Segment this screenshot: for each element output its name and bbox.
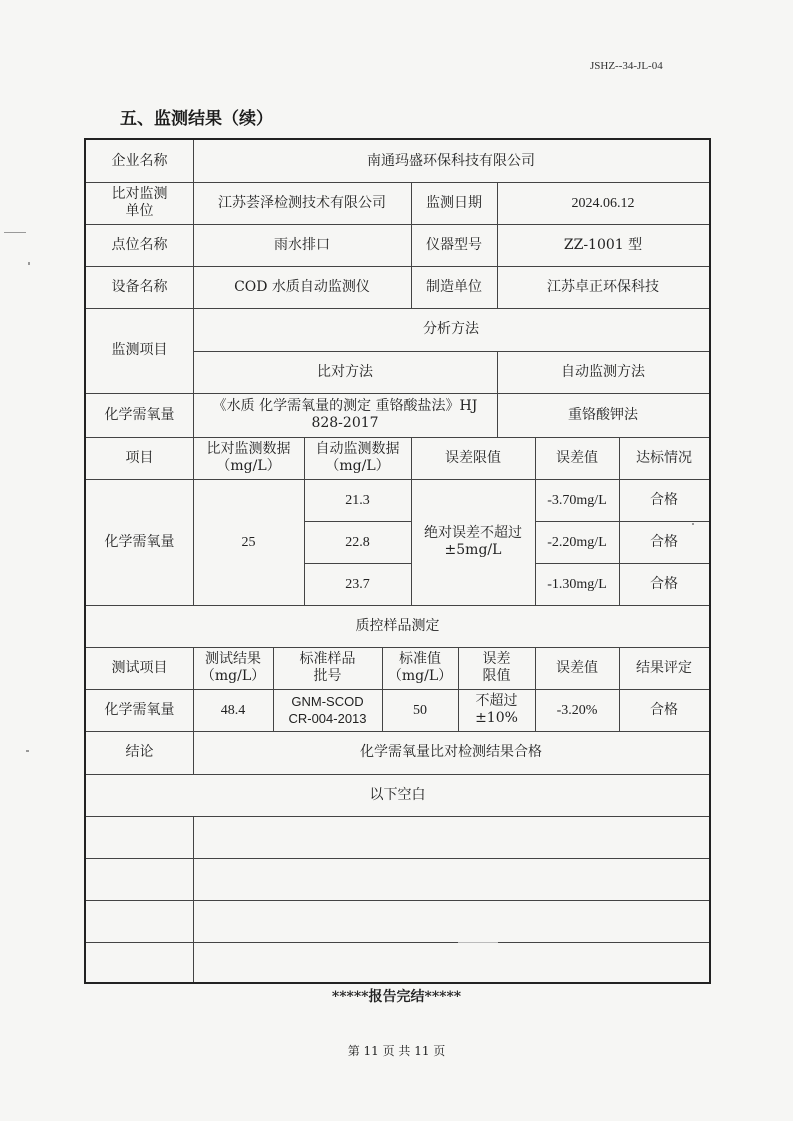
qc-evaluation: 合格 <box>650 701 678 718</box>
status-2: 合格 <box>650 533 678 550</box>
unit-value: 江苏荟泽检测技术有限公司 <box>218 194 386 211</box>
qc-col-error-header: 误差值 <box>556 659 598 676</box>
blank-note: 以下空白 <box>369 786 426 803</box>
date-value: 2024.06.12 <box>571 195 635 211</box>
auto-method-value: 重铬酸钾法 <box>568 406 638 423</box>
compare-method-value: 《水质 化学需氧量的测定 重铬酸盐法》HJ 828-2017 <box>212 398 478 431</box>
monitoring-results-table <box>84 138 711 984</box>
point-value: 雨水排口 <box>274 236 330 253</box>
qc-col-standard-header: 标准值（mg/L） <box>387 651 453 684</box>
auto-value-3: 23.7 <box>345 576 370 592</box>
col-auto-data-header: 自动监测数据（mg/L） <box>315 441 400 474</box>
point-label: 点位名称 <box>111 236 168 253</box>
scan-speck <box>28 262 30 265</box>
conclusion-label: 结论 <box>125 744 154 760</box>
comparison-compare-value: 25 <box>241 534 256 550</box>
qc-error: -3.20% <box>556 702 598 718</box>
qc-col-batch-header: 标准样品批号 <box>299 651 356 684</box>
analysis-method-header: 分析方法 <box>423 321 479 337</box>
device-value: COD 水质自动监测仪 <box>234 278 370 295</box>
qc-col-evaluation-header: 结果评定 <box>636 659 692 676</box>
model-label: 仪器型号 <box>426 236 482 253</box>
compare-method-header: 比对方法 <box>317 363 373 380</box>
error-value-3: -1.30mg/L <box>547 576 607 592</box>
auto-method-header: 自动监测方法 <box>561 363 645 380</box>
col-limit-header: 误差限值 <box>445 449 501 466</box>
scan-speck <box>692 523 694 525</box>
qc-title: 质控样品测定 <box>355 617 440 634</box>
device-label: 设备名称 <box>111 278 168 295</box>
maker-value: 江苏卓正环保科技 <box>547 278 659 295</box>
auto-value-2: 22.8 <box>345 534 370 550</box>
status-1: 合格 <box>650 491 678 508</box>
page-number: 第 11 页 共 11 页 <box>347 1044 446 1058</box>
qc-result: 48.4 <box>220 702 246 718</box>
company-label: 企业名称 <box>111 152 168 169</box>
model-value: ZZ-1001 型 <box>563 236 643 253</box>
qc-standard: 50 <box>413 702 427 718</box>
error-value-1: -3.70mg/L <box>547 492 607 508</box>
document-code: JSHZ--34-JL-04 <box>590 60 663 72</box>
scan-speck <box>4 232 26 233</box>
col-item-header: 项目 <box>125 449 154 466</box>
col-error-header: 误差值 <box>556 449 598 466</box>
qc-col-item-header: 测试项目 <box>111 659 168 676</box>
report-end-marker: *****报告完结***** <box>331 989 462 1005</box>
auto-value-1: 21.3 <box>345 492 370 508</box>
scan-speck <box>26 750 29 752</box>
comparison-limit: 绝对误差不超过±5mg/L <box>424 525 522 558</box>
qc-item: 化学需氧量 <box>104 701 175 718</box>
section-title: 五、监测结果（续） <box>120 109 273 129</box>
qc-batch: GNM-SCOD CR-004-2013 <box>288 694 367 726</box>
col-compare-data-header: 比对监测数据（mg/L） <box>206 441 291 474</box>
comparison-item: 化学需氧量 <box>104 533 175 550</box>
monitoring-item-label: 监测项目 <box>111 342 168 358</box>
unit-label: 比对监测单位 <box>111 186 168 219</box>
company-value: 南通玛盛环保科技有限公司 <box>367 152 535 169</box>
date-label: 监测日期 <box>426 194 482 211</box>
status-3: 合格 <box>650 575 678 592</box>
qc-limit: 不超过±10% <box>475 693 518 726</box>
col-status-header: 达标情况 <box>636 449 692 466</box>
method-item: 化学需氧量 <box>104 406 175 423</box>
scan-speck <box>458 942 498 943</box>
qc-col-limit-header: 误差限值 <box>482 651 511 684</box>
maker-label: 制造单位 <box>426 278 482 295</box>
error-value-2: -2.20mg/L <box>547 534 607 550</box>
conclusion-text: 化学需氧量比对检测结果合格 <box>360 744 542 760</box>
qc-col-result-header: 测试结果（mg/L） <box>200 651 266 684</box>
